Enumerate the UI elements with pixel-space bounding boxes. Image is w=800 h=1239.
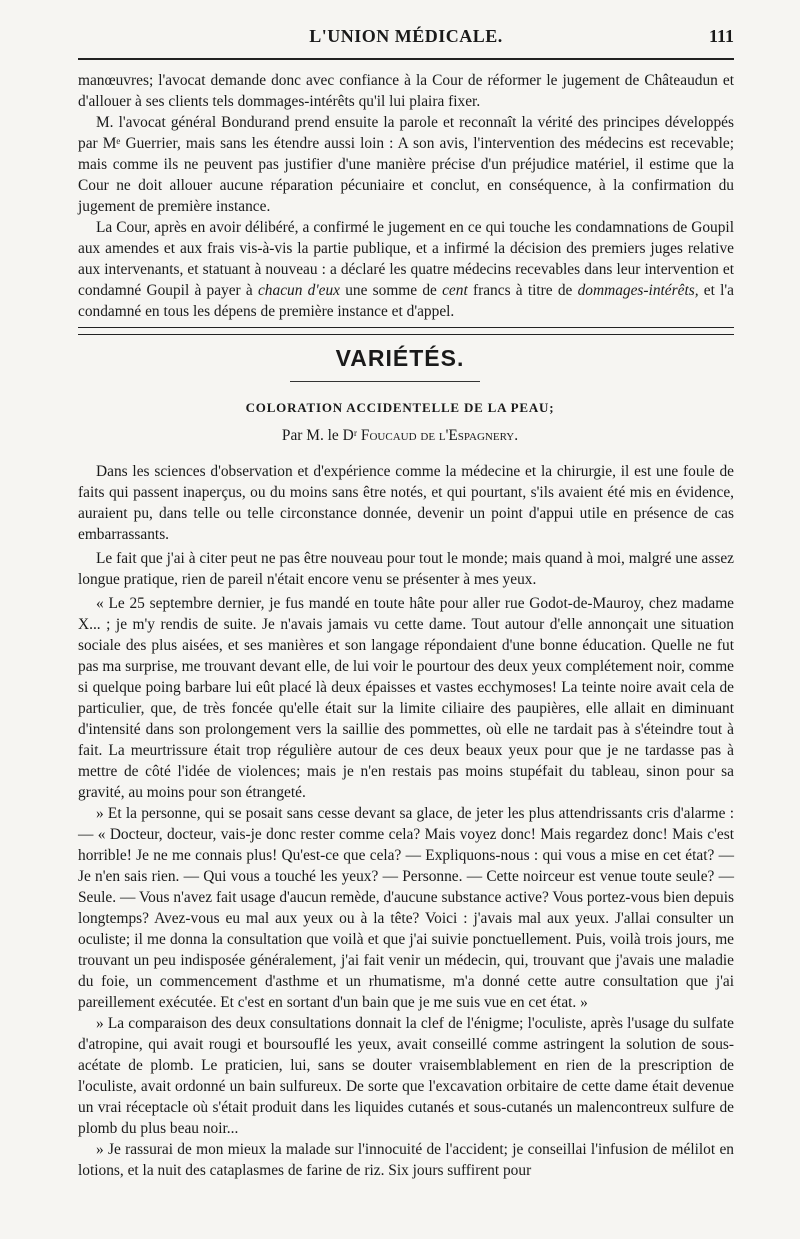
header-rule	[78, 58, 734, 60]
article-paragraph: Dans les sciences d'observation et d'expérience comme la médecine et la chirurgie, il est une foule de faits qui passent inaperçus, ou du moins sans être notés, et qui pourtant, s'ils avaient été mis en évidence, auraient pu, dans telle ou telle circonstance donnée, devenir un point d'appui utile en présence de cas embarrassants.	[78, 463, 734, 543]
author-name: Foucaud de l'Espagnery.	[360, 427, 519, 444]
article-title: COLORATION ACCIDENTELLE DE LA PEAU;	[245, 400, 555, 415]
section-title: VARIÉTÉS.	[335, 345, 465, 371]
verdict-text: francs à titre de	[467, 282, 578, 299]
article-paragraph: « Le 25 septembre dernier, je fus mandé en toute hâte pour aller rue Godot-de-Mauroy, chez madame X... ; je m'y rendis de suite. Je n'avais jamais vu cette dame. Tout autour d'elle annonçait une situation sociale des plus aisées, et ses manières et son langage répondaient d'une bonne éducation. Quelle ne fut pas ma surprise, me trouvant devant elle, de lui voir le pourtour des deux yeux complétement noir, comme si quelque poing barbare lui eût placé là deux épaisses et vastes ecchymoses! La teinte noire avait cela de particulier, que, de très foncée qu'elle était sur la limite ciliaire des paupières, elle allait en diminuant d'intensité dans son prolongement vers la saillie des pommettes, où elle ne tardait pas à s'éteindre tout à fait. La meurtrissure était trop régulière autour de ces deux beaux yeux pour que je ne tardasse pas à mettre de côté l'idée de violences; mais je n'en restais pas moins stupéfait du tableau, sinon pour sa gravité, au moins pour son étrangeté.	[78, 595, 734, 801]
byline-prefix: Par M. le Dʳ	[281, 427, 361, 444]
verdict-text: une somme de	[339, 282, 443, 299]
paragraph-advocate-general: M. l'avocat général Bondurand prend ensuite la parole et reconnaît la vérité des principes développés par Mᵉ Guerrier, mais sans les étendre aussi loin : A son avis, l'intervention des médecins est recevable; mais comme ils ne peuvent pas justifier d'une manière précise d'un préjudice matériel, il estime que la Cour ne doit allouer aucune réparation pécuniaire et conclut, en conséquence, à la confirmation du jugement de première instance.	[78, 114, 734, 215]
article-byline	[0, 427, 800, 445]
verdict-text: et l'a condamné en tous les dépens de première instance et d'appel.	[78, 282, 734, 320]
court-report-continuation	[78, 70, 734, 322]
running-head	[78, 26, 734, 52]
section-divider	[78, 327, 734, 335]
article-paragraph: » Je rassurai de mon mieux la malade sur l'innocuité de l'accident; je conseillai l'infusion de mélilot en lotions, et la nuit des cataplasmes de farine de riz. Six jours suffirent pour	[78, 1141, 734, 1179]
article-paragraph: » La comparaison des deux consultations donnait la clef de l'énigme; l'oculiste, après l'usage du sulfate d'atropine, qui avait rougi et boursouflé les yeux, avait conseillé comme astringent la solution de sous-acétate de plomb. Le praticien, lui, sans se douter vraisemblablement en rien de la prescription de l'oculiste, avait ordonné un bain sulfureux. De sorte que l'excavation orbitaire de cette dame était devenue un vrai réceptacle où s'était produit dans les liquides cutanés et sous-cutanés un malencontreux sulfure de plomb du plus beau noir...	[78, 1015, 734, 1137]
verdict-text: La Cour, après en avoir délibéré, a confirmé le jugement en ce qui touche les condamnations de Goupil aux amendes et aux frais vis-à-vis la partie publique, et a infirmé la décision des premiers juges relative aux intervenants, et statuant à nouveau : a déclaré les quatre médecins recevables dans leur intervention et condamné Goupil à payer à	[78, 219, 734, 299]
article-paragraph: » Et la personne, qui se posait sans cesse devant sa glace, de jeter les plus attendrissants cris d'alarme : — « Docteur, docteur, vais-je donc rester comme cela? Mais voyez donc! Mais regardez donc! Mais c'est horrible! Je ne me connais plus! Qu'est-ce que cela? — Expliquons-nous : qui vous a mise en cet état? — Je n'en sais rien. — Qui vous a touché les yeux? — Personne. — Cette noirceur est venue toute seule? — Seule. — Vous n'avez fait usage d'aucun remède, d'aucune substance active? Vous portez-vous bien depuis longtemps? Avez-vous eu mal aux yeux ou à la tête? Voici : j'avais mal aux yeux. J'allai consulter un oculiste; il me donna la consultation que voilà et que j'ai suivie ponctuellement. Puis, voilà trois jours, me trouvant un peu indisposée généralement, j'ai fait venir un médecin, qui, trouvant que j'avais une maladie du foie, un commencement d'asthme et un rhumatisme, m'a donné cette autre consultation que j'ai pareillement exécutée. Et c'est en sortant d'un bain que je me suis vue en cet état. »	[78, 805, 734, 1011]
verdict-italic: dommages-intérêts,	[577, 282, 699, 299]
title-rule	[290, 381, 480, 382]
verdict-italic: chacun d'eux	[257, 282, 340, 299]
article-body	[78, 461, 734, 1181]
verdict-italic: cent	[442, 282, 468, 299]
journal-title: L'UNION MÉDICALE.	[309, 26, 503, 46]
paragraph-appeal-request: manœuvres; l'avocat demande donc avec confiance à la Cour de réformer le jugement de Châteaudun et d'allouer à ses clients tels dommages-intérêts qu'il lui plaira fixer.	[78, 72, 734, 110]
paragraph-court-verdict	[78, 217, 734, 322]
article-paragraph: Le fait que j'ai à citer peut ne pas être nouveau pour tout le monde; mais quand à moi, malgré une assez longue pratique, rien de pareil n'était encore venu se présenter à mes yeux.	[78, 550, 734, 588]
page-number: 111	[708, 26, 734, 46]
